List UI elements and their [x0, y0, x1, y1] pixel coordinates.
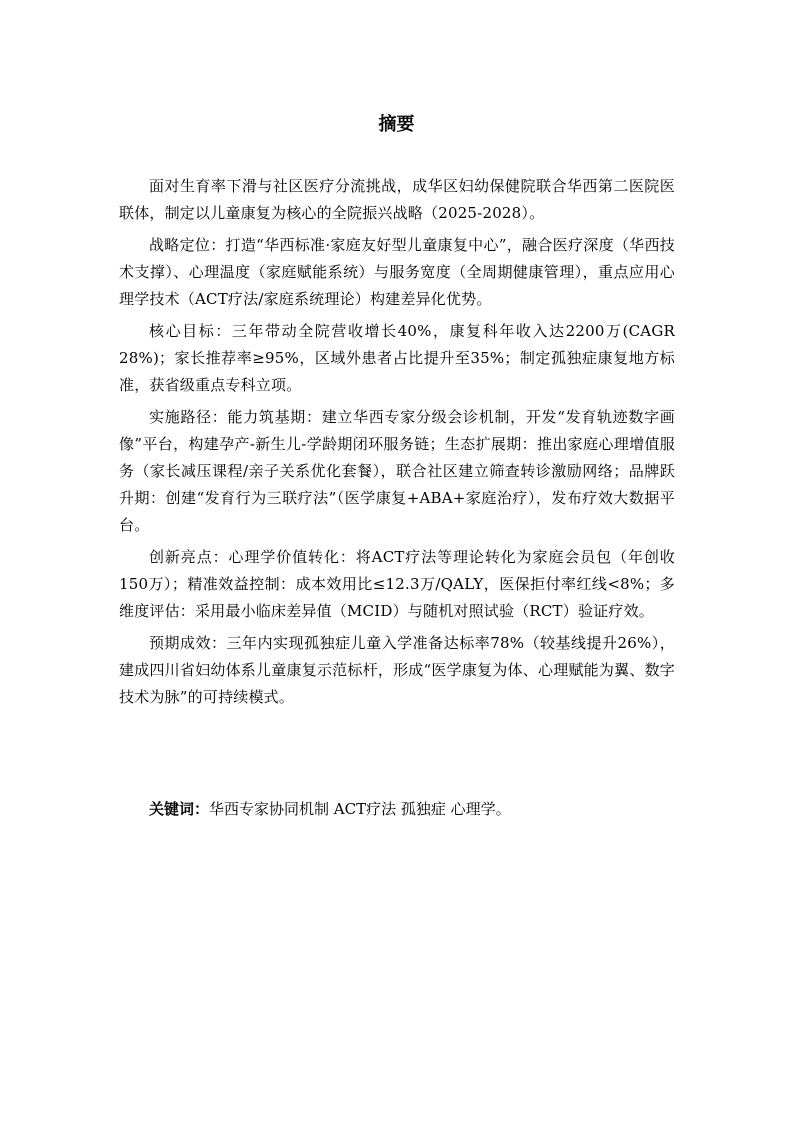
abstract-body: [119, 173, 675, 716]
paragraph-innovation-highlights: 创新亮点：心理学价值转化：将ACT疗法等理论转化为家庭会员包（年创收150万）；精准效益控制：成本效用比≤12.3万/QALY，医保拒付率红线<8%；多维度评估：采用最小临床差异值（MCID）与随机对照试验（RCT）验证疗效。: [119, 548, 675, 620]
keywords-label: 关键词：: [149, 800, 210, 818]
paragraph-core-goals: 核心目标：三年带动全院营收增长40%，康复科年收入达2200万(CAGR 28%)；家长推荐率≥95%，区域外患者占比提升至35%；制定孤独症康复地方标准，获省级重点专科立项。: [119, 322, 675, 394]
abstract-title: 摘要: [378, 114, 415, 135]
keywords-text: 华西专家协同机制 ACT疗法 孤独症 心理学。: [209, 800, 511, 818]
paragraph-expected-outcomes: 预期成效：三年内实现孤独症儿童入学准备达标率78%（较基线提升26%），建成四川省妇幼体系儿童康复示范标杆，形成“医学康复为体、心理赋能为翼、数字技术为脉”的可持续模式。: [119, 634, 675, 706]
keywords-line: [119, 796, 675, 823]
paragraph-implementation-path: 实施路径：能力筑基期：建立华西专家分级会诊机制，开发“发育轨迹数字画像”平台，构建孕产-新生儿-学龄期闭环服务链；生态扩展期：推出家庭心理增值服务（家长减压课程/亲子关系优化套餐），联合社区建立筛查转诊激励网络；品牌跃升期：创建“发育行为三联疗法”（医学康复+ABA+家庭治疗），发布疗效大数据平台。: [119, 408, 675, 534]
paragraph-intro: 面对生育率下滑与社区医疗分流挑战，成华区妇幼保健院联合华西第二医院医联体，制定以儿童康复为核心的全院振兴战略（2025-2028）。: [119, 177, 675, 222]
paragraph-strategic-positioning: 战略定位：打造“华西标准·家庭友好型儿童康复中心”，融合医疗深度（华西技术支撑）、心理温度（家庭赋能系统）与服务宽度（全周期健康管理），重点应用心理学技术（ACT疗法/家庭系统理论）构建差异化优势。: [119, 236, 675, 308]
